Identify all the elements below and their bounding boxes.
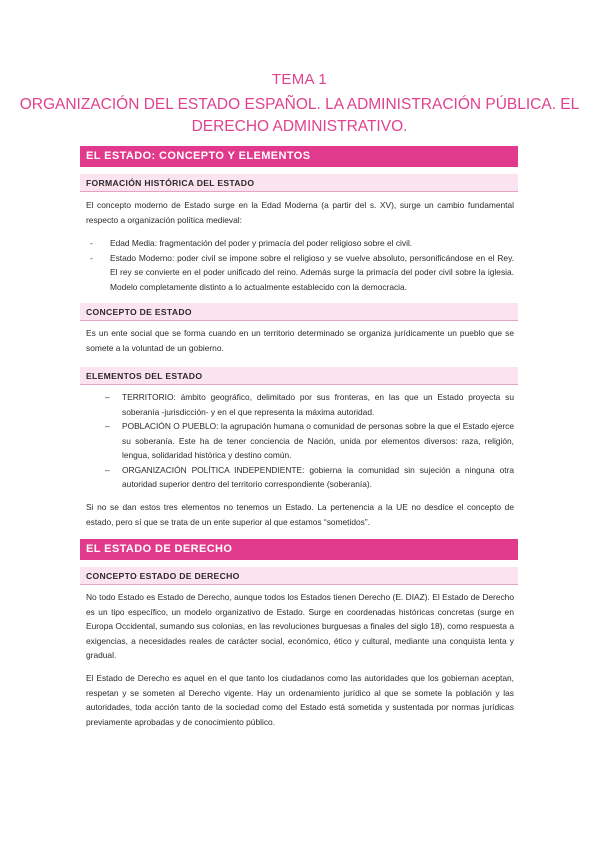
list-item: – TERRITORIO: ámbito geográfico, delimitado por sus fronteras, en las que un Estado proyecta su soberanía -jurisdicción- y en el que representa la máxima autoridad.	[122, 390, 514, 419]
list-item: – ORGANIZACIÓN POLÍTICA INDEPENDIENTE: gobierna la comunidad sin sujeción a ninguna otra autoridad superior dentro del territorio correspondiente (soberanía).	[122, 463, 514, 492]
paragraph-derecho-1: No todo Estado es Estado de Derecho, aunque todos los Estados tienen Derecho (E. DIAZ). El Estado de Derecho es un tipo específico, un modelo organizativo de Estado. Surge en coordenadas históricas concretas (surge en Europa Occidental, sumando sus colonias, en las revoluciones burguesas a finales del siglo 18), como respuesta a exigencias, a necesidades reales de carácter social, económico, ético y cultural, mediante una conquista lenta y gradual.	[86, 592, 514, 660]
subheading-elementos: ELEMENTOS DEL ESTADO	[80, 367, 518, 385]
subheading-formacion: FORMACIÓN HISTÓRICA DEL ESTADO	[80, 174, 518, 192]
paragraph-concepto-estado: Es un ente social que se forma cuando en un territorio determinado se organiza jurídicamente un pueblo que se somete a la voluntad de un gobierno.	[86, 328, 514, 353]
list-formacion	[110, 236, 514, 294]
list-item: - Edad Media: fragmentación del poder y primacía del poder religioso sobre el civil.	[110, 236, 514, 251]
tema-label: TEMA 1	[271, 71, 328, 88]
section-heading-estado: EL ESTADO: CONCEPTO Y ELEMENTOS	[80, 146, 518, 167]
section-heading-derecho: EL ESTADO DE DERECHO	[80, 539, 518, 560]
list-item: – POBLACIÓN O PUEBLO: la agrupación humana o comunidad de personas sobre la que el Estado ejerce su soberanía. Este ha de tener conciencia de Nación, unida por elementos diversos: raza, religión, lengua, solidaridad histórica y destino común.	[122, 419, 514, 463]
subheading-concepto-derecho: CONCEPTO ESTADO DE DERECHO	[80, 567, 518, 585]
list-elementos	[122, 390, 514, 492]
list-item: - Estado Moderno: poder civil se impone sobre el religioso y se vuelve absoluto, personificándose en el Rey. El rey se convierte en el poder unificado del reino. Además surge la primacía del poder civil sobre la iglesia. Modelo completamente distinto a lo actualmente establecido con la democracia.	[110, 251, 514, 295]
paragraph-formacion-intro: El concepto moderno de Estado surge en la Edad Moderna (a partir del s. XV), surge un cambio fundamental respecto a organización política medieval:	[86, 200, 514, 225]
paragraph-elementos-closing: Si no se dan estos tres elementos no tenemos un Estado. La pertenencia a la UE no desdice el concepto de estado, pero sí que se trata de un ente superior al que estamos “sometidos”.	[86, 502, 514, 527]
document-title: ORGANIZACIÓN DEL ESTADO ESPAÑOL. LA ADMINISTRACIÓN PÚBLICA. EL DERECHO ADMINISTRATIVO.	[19, 96, 580, 135]
subheading-concepto-estado: CONCEPTO DE ESTADO	[80, 303, 518, 321]
paragraph-derecho-2: El Estado de Derecho es aquel en el que tanto los ciudadanos como las autoridades que los gobiernan aceptan, respetan y se someten al Derecho vigente. Hay un ordenamiento jurídico al que se somete la población y las autoridades, toda acción tanto de la sociedad como del Estado está sometida y sustentada por normas jurídicas previamente aprobadas y de conocimiento público.	[86, 673, 514, 727]
